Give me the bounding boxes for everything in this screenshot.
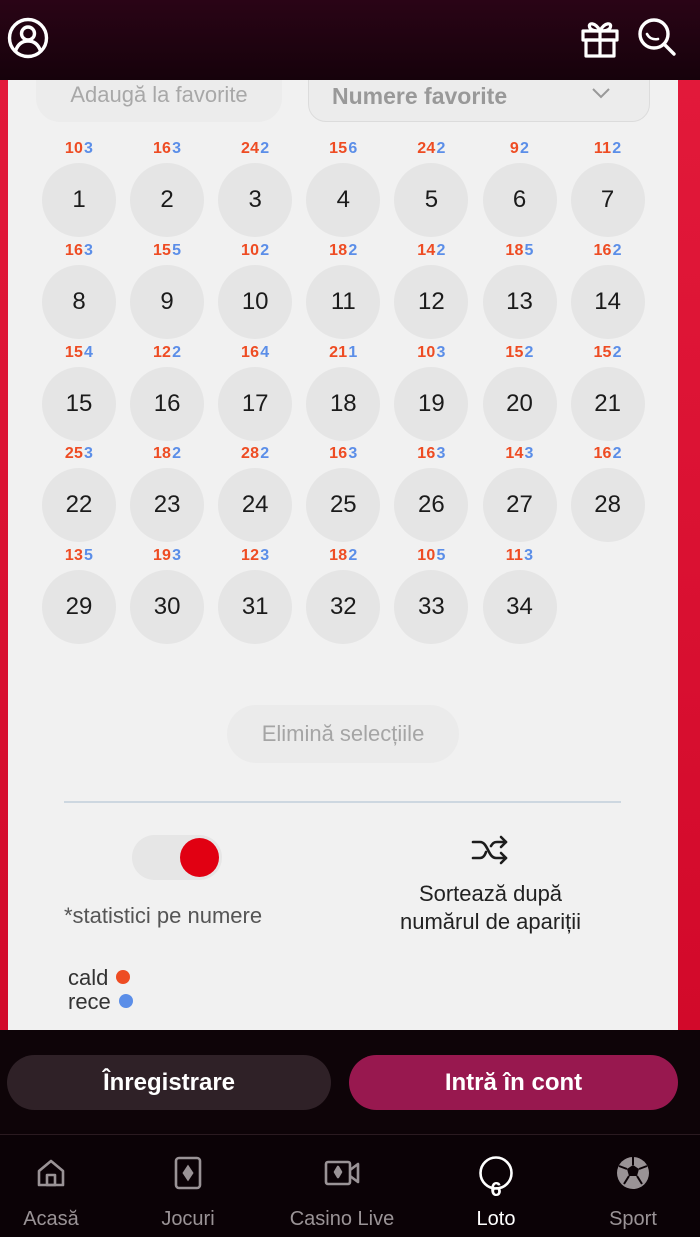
number-cell[interactable] [41, 344, 117, 442]
number-cell[interactable] [129, 547, 205, 645]
number-ball[interactable]: 29 [42, 570, 116, 644]
hot-count: 12 [152, 343, 172, 361]
nav-label: Jocuri [161, 1208, 215, 1230]
legend-cold-label: rece [68, 989, 111, 1014]
number-ball[interactable]: 6 [483, 163, 557, 237]
hot-count: 18 [152, 445, 172, 463]
live-camera-icon [272, 1153, 412, 1193]
hot-count: 14 [417, 241, 436, 259]
number-cell[interactable] [482, 547, 558, 645]
number-ball[interactable]: 34 [483, 570, 557, 644]
cold-count: 2 [612, 241, 622, 259]
hot-count: 16 [64, 241, 84, 259]
cold-count: 3 [436, 343, 446, 361]
number-ball[interactable]: 20 [483, 367, 557, 441]
hot-count: 15 [505, 343, 524, 361]
number-stats [41, 344, 117, 362]
cold-count: 2 [172, 445, 182, 463]
number-stats [217, 547, 293, 565]
number-cell[interactable] [570, 242, 646, 340]
number-stats [217, 344, 293, 362]
cold-count: 3 [524, 547, 534, 565]
number-stats [129, 445, 205, 463]
number-ball[interactable]: 2 [130, 163, 204, 237]
number-stats [41, 242, 117, 260]
hot-count: 21 [329, 343, 348, 361]
number-stats [570, 140, 646, 158]
number-ball[interactable]: 14 [571, 265, 645, 339]
hot-count: 15 [329, 140, 348, 157]
stats-toggle[interactable] [132, 835, 222, 880]
number-stats [305, 547, 381, 565]
number-stats [393, 242, 469, 260]
number-stats [482, 344, 558, 362]
toggle-knob [180, 838, 219, 877]
number-cell[interactable] [570, 344, 646, 442]
cold-count: 2 [348, 547, 358, 565]
hot-count: 10 [241, 241, 260, 259]
hot-count: 16 [241, 343, 260, 361]
hot-count: 16 [152, 140, 172, 157]
cold-count: 2 [260, 241, 270, 259]
number-stats [41, 445, 117, 463]
number-cell[interactable] [305, 344, 381, 442]
number-cell[interactable] [570, 140, 646, 238]
number-cell[interactable] [129, 140, 205, 238]
hot-count: 24 [241, 140, 260, 157]
hot-count: 18 [329, 547, 348, 565]
cold-count: 3 [348, 445, 358, 463]
number-ball[interactable]: 13 [483, 265, 557, 339]
shuffle-icon[interactable] [470, 832, 512, 868]
number-cell[interactable] [41, 140, 117, 238]
favorite-numbers-select[interactable] [308, 80, 650, 122]
number-cell[interactable] [482, 445, 558, 543]
sort-label-line1: Sortează după [418, 881, 563, 906]
number-stats [41, 547, 117, 565]
hot-count: 13 [64, 547, 84, 565]
number-cell[interactable] [393, 547, 469, 645]
cold-count: 1 [348, 343, 358, 361]
number-ball[interactable]: 32 [306, 570, 380, 644]
number-ball[interactable]: 9 [130, 265, 204, 339]
hot-count: 25 [64, 445, 84, 463]
number-ball[interactable]: 19 [394, 367, 468, 441]
number-stats [570, 344, 646, 362]
hot-count: 16 [417, 445, 436, 463]
number-cell[interactable] [217, 547, 293, 645]
number-cell[interactable] [217, 140, 293, 238]
top-bar [0, 0, 700, 80]
hot-count: 16 [329, 445, 348, 463]
number-ball[interactable]: 25 [306, 468, 380, 542]
hot-count: 15 [593, 343, 612, 361]
number-stats [217, 242, 293, 260]
legend-cold [68, 989, 133, 1015]
loto-ball-icon [426, 1153, 566, 1201]
nav-item-sport[interactable] [563, 1153, 700, 1231]
number-stats [482, 547, 558, 565]
search-icon[interactable] [636, 16, 680, 60]
loto-badge: 6 [490, 1179, 502, 1201]
user-circle-icon[interactable] [6, 16, 50, 60]
cold-count: 3 [172, 547, 182, 565]
hot-count: 18 [505, 241, 524, 259]
clear-selections-button[interactable]: Elimină selecțiile [227, 705, 459, 763]
cold-count: 3 [172, 140, 182, 157]
number-stats [129, 547, 205, 565]
home-icon [0, 1153, 121, 1193]
cold-count: 5 [84, 547, 94, 565]
number-picker-panel [8, 80, 678, 1030]
add-to-favorites-button[interactable]: Adaugă la favorite [36, 80, 282, 122]
number-cell[interactable] [393, 344, 469, 442]
number-ball[interactable]: 21 [571, 367, 645, 441]
stats-toggle-label: *statistici pe numere [64, 903, 263, 928]
cold-count: 4 [84, 343, 94, 361]
hot-count: 11 [593, 140, 612, 157]
legend-hot [68, 965, 130, 991]
hot-count: 14 [505, 445, 524, 463]
number-ball[interactable]: 24 [218, 468, 292, 542]
hot-count: 28 [241, 445, 260, 463]
cold-count: 2 [520, 140, 530, 157]
number-cell[interactable] [482, 344, 558, 442]
number-cell[interactable] [482, 242, 558, 340]
number-ball[interactable]: 23 [130, 468, 204, 542]
number-cell[interactable] [217, 242, 293, 340]
cold-count: 2 [612, 343, 622, 361]
cold-count: 2 [524, 343, 534, 361]
cold-dot-icon [119, 994, 133, 1008]
cold-count: 5 [172, 241, 182, 259]
cold-count: 4 [260, 343, 270, 361]
number-stats [129, 140, 205, 158]
number-cell[interactable] [217, 445, 293, 543]
number-stats [129, 242, 205, 260]
cold-count: 2 [436, 140, 446, 157]
cold-count: 2 [436, 241, 446, 259]
hot-count: 15 [152, 241, 172, 259]
cold-count: 2 [348, 241, 358, 259]
number-ball[interactable]: 33 [394, 570, 468, 644]
cold-count: 2 [260, 140, 270, 157]
number-cell[interactable] [41, 547, 117, 645]
number-cell[interactable] [129, 445, 205, 543]
number-cell[interactable] [129, 242, 205, 340]
number-stats [482, 445, 558, 463]
nav-label: Loto [476, 1208, 516, 1230]
legend-hot-label: cald [68, 965, 109, 990]
number-stats [393, 140, 469, 158]
divider [64, 801, 621, 803]
nav-label: Acasă [23, 1208, 79, 1230]
number-stats [129, 344, 205, 362]
number-cell[interactable] [305, 140, 381, 238]
cold-count: 3 [84, 241, 94, 259]
number-stats [41, 140, 117, 158]
number-ball[interactable]: 16 [130, 367, 204, 441]
number-stats [217, 445, 293, 463]
hot-count: 15 [64, 343, 84, 361]
number-cell[interactable] [41, 445, 117, 543]
nav-item-loto[interactable] [426, 1153, 566, 1231]
cold-count: 2 [172, 343, 182, 361]
hot-count: 19 [152, 547, 172, 565]
register-button[interactable]: Înregistrare [7, 1055, 331, 1110]
cold-count: 3 [524, 445, 534, 463]
cold-count: 3 [84, 445, 94, 463]
cold-count: 5 [524, 241, 534, 259]
hot-dot-icon [116, 970, 130, 984]
football-icon [563, 1153, 700, 1193]
number-ball[interactable]: 1 [42, 163, 116, 237]
number-stats [305, 344, 381, 362]
cold-count: 3 [260, 547, 270, 565]
number-stats [305, 445, 381, 463]
number-cell[interactable] [305, 242, 381, 340]
number-cell[interactable] [305, 445, 381, 543]
number-ball[interactable]: 15 [42, 367, 116, 441]
number-ball[interactable]: 30 [130, 570, 204, 644]
number-ball[interactable]: 7 [571, 163, 645, 237]
cold-count: 5 [436, 547, 446, 565]
number-ball[interactable]: 31 [218, 570, 292, 644]
number-stats [482, 242, 558, 260]
favorite-numbers-label: Numere favorite [332, 83, 508, 109]
number-cell[interactable] [482, 140, 558, 238]
chevron-down-icon [591, 87, 611, 99]
number-ball[interactable]: 22 [42, 468, 116, 542]
number-ball[interactable]: 26 [394, 468, 468, 542]
number-cell[interactable] [217, 344, 293, 442]
number-ball[interactable]: 8 [42, 265, 116, 339]
bottom-nav [0, 1134, 700, 1237]
number-stats [393, 344, 469, 362]
nav-item-acasa[interactable] [0, 1153, 121, 1231]
hot-count: 10 [417, 343, 436, 361]
number-cell[interactable] [393, 445, 469, 543]
number-ball[interactable]: 27 [483, 468, 557, 542]
number-stats [570, 445, 646, 463]
number-ball[interactable]: 12 [394, 265, 468, 339]
number-stats [217, 140, 293, 158]
number-ball[interactable]: 28 [571, 468, 645, 542]
hot-count: 18 [329, 241, 348, 259]
number-stats [393, 547, 469, 565]
login-button[interactable]: Intră în cont [349, 1055, 678, 1110]
sort-by-occurrences-button[interactable] [378, 880, 603, 936]
number-stats [482, 140, 558, 158]
number-ball[interactable]: 18 [306, 367, 380, 441]
hot-count: 24 [417, 140, 436, 157]
number-cell[interactable] [570, 445, 646, 543]
nav-label: Sport [609, 1208, 657, 1230]
hot-count: 10 [417, 547, 436, 565]
cold-count: 6 [348, 140, 358, 157]
cold-count: 3 [84, 140, 94, 157]
hot-count: 16 [593, 241, 612, 259]
cold-count: 2 [612, 140, 622, 157]
nav-label: Casino Live [289, 1208, 395, 1230]
number-cell[interactable] [393, 140, 469, 238]
number-cell[interactable] [305, 547, 381, 645]
number-stats [305, 242, 381, 260]
number-cell[interactable] [393, 242, 469, 340]
number-ball[interactable]: 3 [218, 163, 292, 237]
gift-icon[interactable] [578, 16, 622, 60]
cold-count: 2 [612, 445, 622, 463]
hot-count: 9 [509, 140, 519, 157]
hot-count: 16 [593, 445, 612, 463]
cold-count: 2 [260, 445, 270, 463]
number-stats [305, 140, 381, 158]
hot-count: 12 [241, 547, 260, 565]
nav-item-casino-live[interactable] [272, 1153, 412, 1231]
number-ball[interactable]: 10 [218, 265, 292, 339]
number-cell[interactable] [129, 344, 205, 442]
number-stats [570, 242, 646, 260]
number-ball[interactable]: 17 [218, 367, 292, 441]
hot-count: 11 [505, 547, 524, 565]
number-cell[interactable] [41, 242, 117, 340]
hot-count: 10 [64, 140, 84, 157]
number-ball[interactable]: 5 [394, 163, 468, 237]
sort-label-line2: numărul de apariții [400, 909, 581, 934]
nav-item-jocuri[interactable] [118, 1153, 258, 1231]
number-ball[interactable]: 4 [306, 163, 380, 237]
number-ball[interactable]: 11 [306, 265, 380, 339]
cold-count: 3 [436, 445, 446, 463]
cards-icon [118, 1153, 258, 1193]
number-stats [393, 445, 469, 463]
